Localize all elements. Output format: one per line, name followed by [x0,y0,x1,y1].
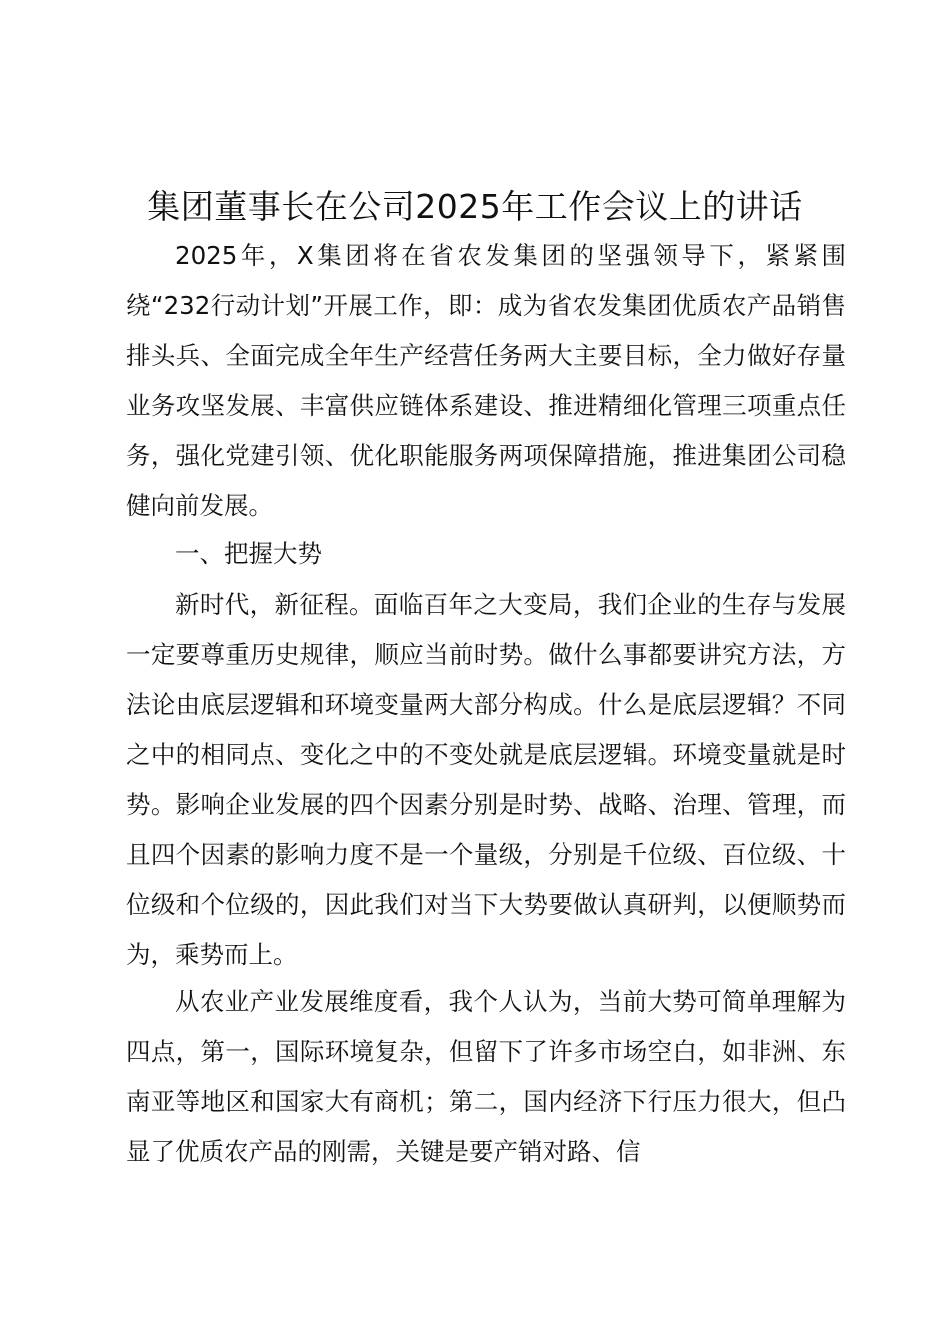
section-heading-text: 一、把握大势 [175,539,322,568]
paragraph-text: 从农业产业发展维度看，我个人认为，当前大势可简单理解为四点，第一，国际环境复杂，但留下了许多市场空白，如非洲、东南亚等地区和国家大有商机；第二，国内经济下行压力很大，但凸显了优质农产品的刚需，关键是要产销对路、信 [126,987,846,1166]
paragraph-text: 2025年，X集团将在省农发集团的坚强领导下，紧紧围绕“232行动计划”开展工作，即：成为省农发集团优质农产品销售排头兵、全面完成全年生产经营任务两大主要目标，全力做好存量业务攻坚发展、丰富供应链体系建设、推进精细化管理三项重点任务，强化党建引领、优化职能服务两项保障措施，推进集团公司稳健向前发展。 [126,241,846,520]
section-heading-1 [126,529,846,579]
paragraph-text: 新时代，新征程。面临百年之大变局，我们企业的生存与发展一定要尊重历史规律，顺应当前时势。做什么事都要讲究方法，方法论由底层逻辑和环境变量两大部分构成。什么是底层逻辑？不同之中的相同点、变化之中的不变处就是底层逻辑。环境变量就是时势。影响企业发展的四个因素分别是时势、战略、治理、管理，而且四个因素的影响力度不是一个量级，分别是千位级、百位级、十位级和个位级的，因此我们对当下大势要做认真研判，以便顺势而为，乘势而上。 [126,590,846,969]
paragraph-trend [126,580,846,980]
paragraph-agriculture [126,977,846,1177]
paragraph-intro [126,231,846,531]
document-title: 集团董事长在公司2025年工作会议上的讲话 [147,187,803,226]
